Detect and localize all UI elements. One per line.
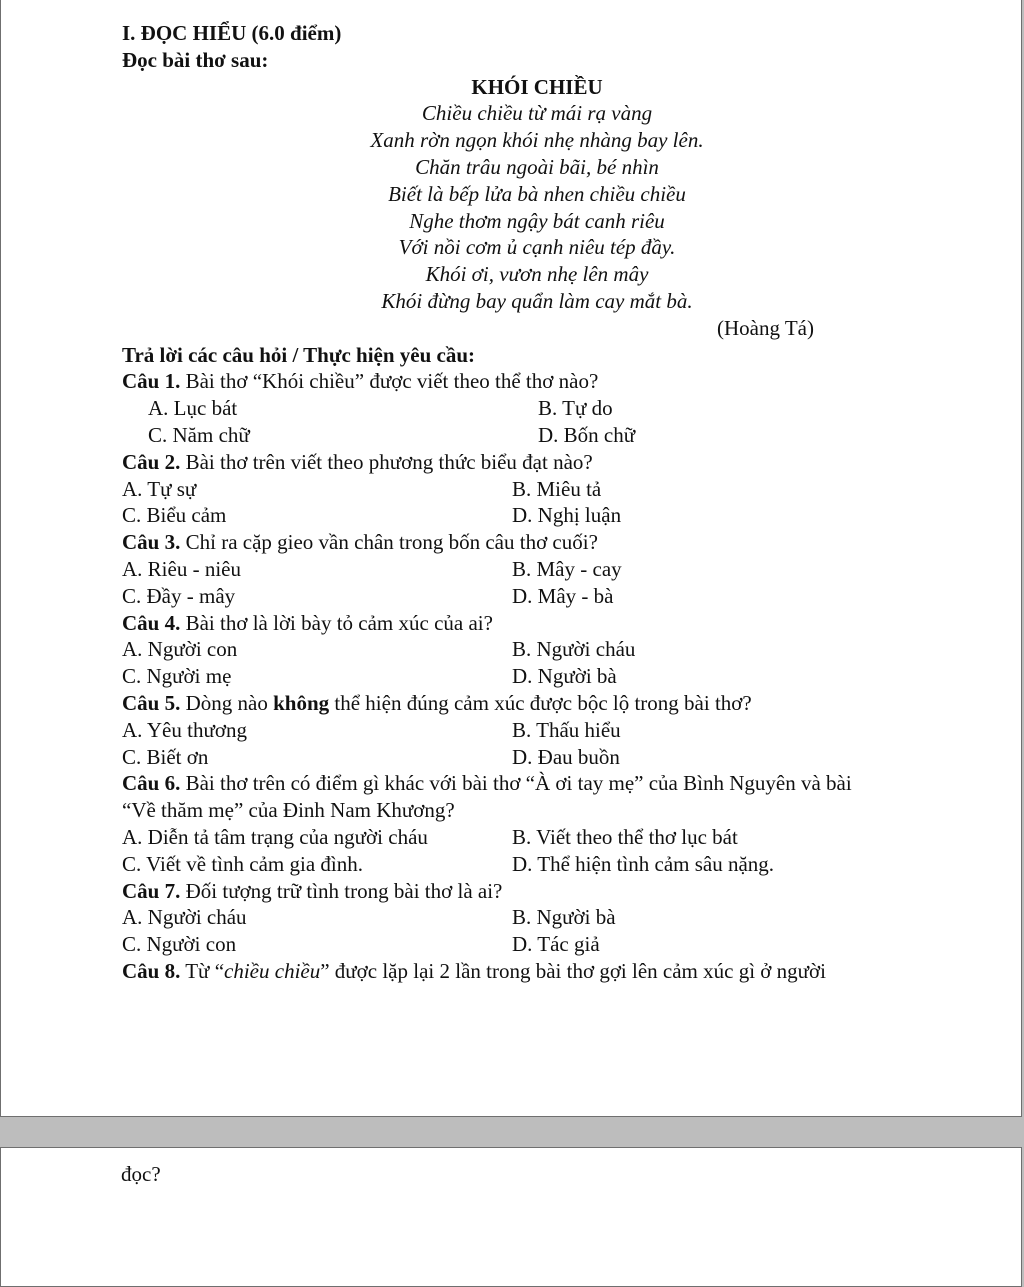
question-4 — [122, 610, 952, 637]
option-c: C. Năm chữ — [148, 422, 250, 447]
options-row — [122, 931, 952, 958]
question-label: Câu 3. — [122, 530, 181, 555]
question-text: Chỉ ra cặp gieo vần chân trong bốn câu thơ cuối? — [180, 530, 598, 555]
question-5 — [122, 690, 952, 717]
option-a: A. Tự sự — [122, 476, 197, 501]
option-a: A. Yêu thương — [122, 717, 247, 742]
options-row — [122, 556, 952, 583]
question-6 — [122, 770, 952, 797]
option-b: B. Tự do — [538, 396, 613, 421]
page-content — [122, 20, 952, 985]
poem-line: Nghe thơm ngậy bát canh riêu — [409, 208, 665, 233]
option-c: C. Người con — [122, 932, 237, 957]
poem-line: Chiều chiều từ mái rạ vàng — [421, 101, 653, 126]
questions-heading: Trả lời các câu hỏi / Thực hiện yêu cầu: — [122, 342, 476, 367]
question-label: Câu 7. — [122, 878, 181, 903]
option-b: B. Người bà — [512, 905, 616, 930]
question-label: Câu 4. — [122, 610, 181, 635]
options-row — [122, 583, 952, 610]
instruction: Đọc bài thơ sau: — [122, 47, 269, 72]
option-b: B. Miêu tả — [512, 476, 602, 501]
question-text: Bài thơ là lời bày tỏ cảm xúc của ai? — [180, 610, 493, 635]
option-a: A. Người con — [122, 637, 238, 662]
question-3 — [122, 529, 952, 556]
question-text: Bài thơ trên có điểm gì khác với bài thơ “À ơi tay mẹ” của Bình Nguyên và bài — [180, 771, 852, 796]
options-row — [122, 717, 952, 744]
options-row — [122, 851, 952, 878]
poem-title: KHÓI CHIỀU — [471, 74, 603, 99]
section-title: I. ĐỌC HIỂU (6.0 điểm) — [122, 21, 342, 45]
poem-line: Biết là bếp lửa bà nhen chiều chiều — [388, 181, 686, 206]
option-a: A. Lục bát — [148, 396, 238, 421]
question-emphasis: chiều chiều — [224, 958, 321, 983]
question-8 — [122, 958, 952, 985]
poem-line: Xanh rờn ngọn khói nhẹ nhàng bay lên. — [370, 128, 704, 153]
question-7 — [122, 878, 952, 905]
option-d: D. Mây - bà — [512, 583, 614, 608]
options-row — [122, 744, 952, 771]
option-a: A. Riêu - niêu — [122, 556, 241, 581]
question-text: Dòng nào — [180, 690, 274, 715]
option-a: A. Người cháu — [122, 905, 247, 930]
question-label: Câu 6. — [122, 771, 181, 796]
options-row — [122, 904, 952, 931]
question-text: thể hiện đúng cảm xúc được bộc lộ trong bài thơ? — [329, 690, 752, 715]
poem-line: Khói ơi, vươn nhẹ lên mây — [425, 262, 649, 287]
question-emphasis: không — [273, 690, 330, 715]
question-text: ” được lặp lại 2 lần trong bài thơ gợi lên cảm xúc gì ở người — [320, 958, 826, 983]
option-c: C. Viết về tình cảm gia đình. — [122, 851, 363, 876]
option-d: D. Tác giả — [512, 932, 600, 957]
option-b: B. Người cháu — [512, 637, 636, 662]
poem-line: Chăn trâu ngoài bãi, bé nhìn — [415, 154, 659, 179]
options-row — [122, 476, 952, 503]
question-label: Câu 8. — [122, 958, 181, 983]
option-c: C. Đầy - mây — [122, 583, 236, 608]
option-c: C. Biểu cảm — [122, 503, 227, 528]
option-d: D. Người bà — [512, 664, 617, 689]
question-text: Bài thơ trên viết theo phương thức biểu đạt nào? — [180, 449, 593, 474]
question-1 — [122, 368, 952, 395]
question-8-continued: đọc? — [121, 1162, 161, 1186]
option-b: B. Thấu hiểu — [512, 717, 621, 742]
question-label: Câu 2. — [122, 449, 181, 474]
option-d: D. Đau buồn — [512, 744, 620, 769]
question-text-continued: “Về thăm mẹ” của Đinh Nam Khương? — [122, 798, 455, 823]
option-c: C. Biết ơn — [122, 744, 209, 769]
option-d: D. Thể hiện tình cảm sâu nặng. — [512, 851, 775, 876]
question-text: Đối tượng trữ tình trong bài thơ là ai? — [180, 878, 503, 903]
question-text: Từ “ — [180, 958, 225, 983]
question-2 — [122, 449, 952, 476]
poem-author: (Hoàng Tá) — [717, 315, 814, 340]
options-row — [122, 824, 952, 851]
question-text: Bài thơ “Khói chiều” được viết theo thể thơ nào? — [180, 369, 599, 394]
option-c: C. Người mẹ — [122, 664, 232, 689]
options-row — [122, 395, 952, 422]
option-a: A. Diễn tả tâm trạng của người cháu — [122, 824, 428, 849]
option-d: D. Nghị luận — [512, 503, 622, 528]
question-label: Câu 1. — [122, 369, 181, 394]
poem-line: Khói đừng bay quẩn làm cay mắt bà. — [381, 288, 693, 313]
options-row — [122, 502, 952, 529]
options-row — [122, 636, 952, 663]
option-d: D. Bốn chữ — [538, 422, 636, 447]
options-row — [122, 422, 952, 449]
options-row — [122, 663, 952, 690]
option-b: B. Mây - cay — [512, 556, 622, 581]
poem-line: Với nồi cơm ủ cạnh niêu tép đầy. — [398, 235, 676, 260]
option-b: B. Viết theo thể thơ lục bát — [512, 824, 738, 849]
question-label: Câu 5. — [122, 690, 181, 715]
